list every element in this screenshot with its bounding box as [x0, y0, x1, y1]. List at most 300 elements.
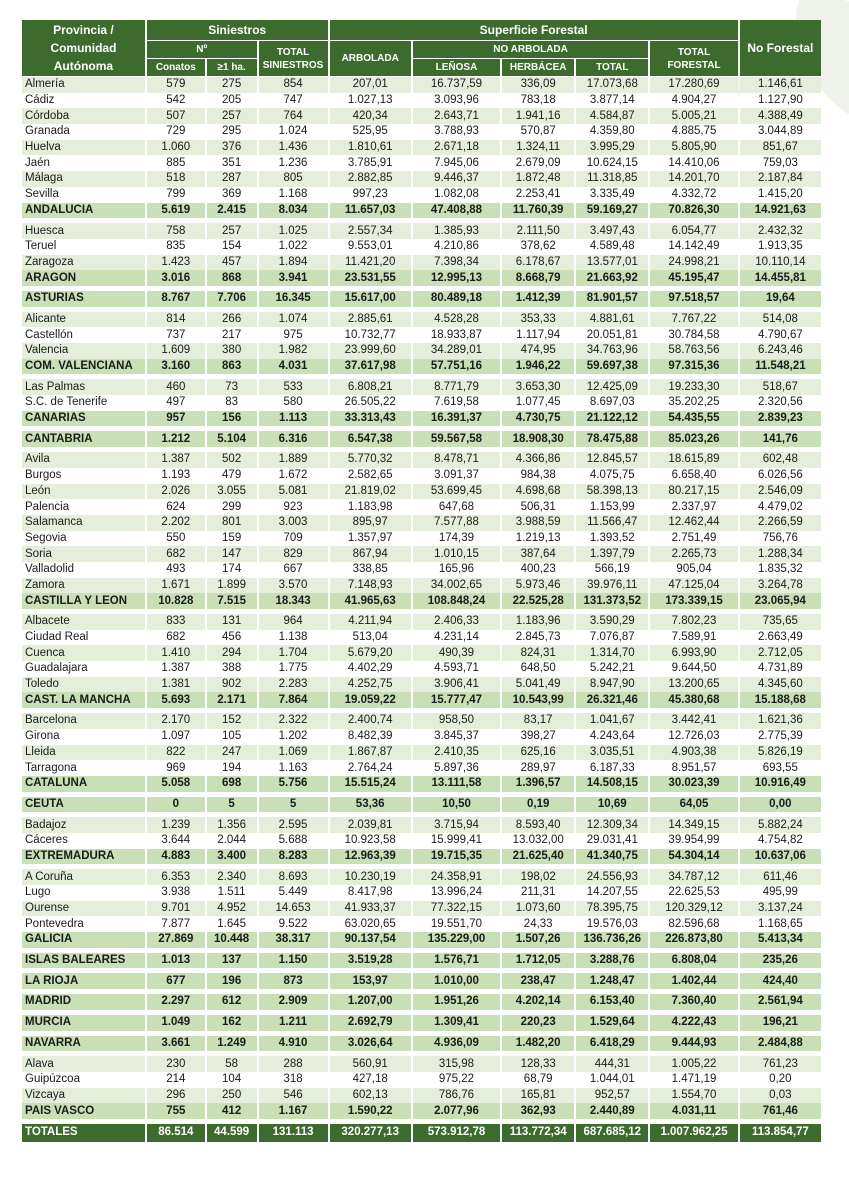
cell-total-siniestros: 5.449	[259, 885, 328, 901]
cell-ge1ha: 1.249	[207, 1036, 257, 1052]
cell-name: Málaga	[22, 171, 145, 187]
cell-total-forestal: 4.222,43	[650, 1015, 737, 1031]
cell-herbacea: 1.183,96	[502, 614, 574, 630]
cell-total-siniestros: 533	[259, 379, 328, 395]
cell-name: A Coruña	[22, 869, 145, 885]
cell-herbacea: 211,31	[502, 885, 574, 901]
cell-total-forestal: 47.125,04	[650, 578, 737, 594]
cell-total-forestal: 6.808,04	[650, 953, 737, 969]
cell-ge1ha: 1.511	[207, 885, 257, 901]
cell-total-forestal: 45.195,47	[650, 270, 737, 286]
cell-total-siniestros: 16.345	[259, 291, 328, 307]
cell-herbacea: 238,47	[502, 973, 574, 989]
cell-lenosa: 2.077,96	[413, 1103, 500, 1119]
cell-total-no-arbolada: 13.577,01	[576, 255, 648, 271]
cell-lenosa: 19.715,35	[413, 849, 500, 865]
cell-conatos: 1.381	[147, 677, 205, 693]
cell-total-no-arbolada: 1.153,99	[576, 499, 648, 515]
table-row	[22, 760, 821, 776]
cell-total-forestal: 12.726,03	[650, 729, 737, 745]
cell-conatos: 86.514	[147, 1124, 205, 1142]
cell-total-no-arbolada: 131.373,52	[576, 593, 648, 609]
cell-conatos: 957	[147, 411, 205, 427]
cell-total-no-arbolada: 39.976,11	[576, 578, 648, 594]
cell-total-forestal: 24.998,21	[650, 255, 737, 271]
cell-name: Pontevedra	[22, 916, 145, 932]
cell-conatos: 682	[147, 630, 205, 646]
cell-total-forestal: 80.217,15	[650, 484, 737, 500]
cell-name: EXTREMADURA	[22, 849, 145, 865]
cell-no-forestal: 2.712,05	[740, 645, 821, 661]
cell-herbacea: 1.941,16	[502, 108, 574, 124]
cell-total-forestal: 1.007.962,25	[650, 1124, 737, 1142]
cell-total-no-arbolada: 20.051,81	[576, 327, 648, 343]
cell-no-forestal: 602,48	[740, 452, 821, 468]
cell-name: Valencia	[22, 343, 145, 359]
cell-conatos: 3.661	[147, 1036, 205, 1052]
cell-herbacea: 3.653,30	[502, 379, 574, 395]
cell-total-forestal: 58.763,56	[650, 343, 737, 359]
cell-arbolada: 5.679,20	[330, 645, 411, 661]
table-row	[22, 93, 821, 109]
cell-name: Badajoz	[22, 817, 145, 833]
cell-arbolada: 895,97	[330, 515, 411, 531]
table-row	[22, 223, 821, 239]
cell-total-forestal: 64,05	[650, 797, 737, 813]
cell-no-forestal: 495,99	[740, 885, 821, 901]
cell-total-no-arbolada: 1.248,47	[576, 973, 648, 989]
cell-herbacea: 83,17	[502, 713, 574, 729]
cell-conatos: 3.938	[147, 885, 205, 901]
cell-no-forestal: 113.854,77	[740, 1124, 821, 1142]
cell-herbacea: 1.073,60	[502, 901, 574, 917]
cell-arbolada: 420,34	[330, 108, 411, 124]
community-total-row	[22, 849, 821, 865]
cell-arbolada: 320.277,13	[330, 1124, 411, 1142]
cell-ge1ha: 1.899	[207, 578, 257, 594]
cell-arbolada: 2.764,24	[330, 760, 411, 776]
cell-total-no-arbolada: 7.076,87	[576, 630, 648, 646]
cell-herbacea: 68,79	[502, 1072, 574, 1088]
cell-conatos: 5.058	[147, 776, 205, 792]
cell-conatos: 3.160	[147, 359, 205, 375]
cell-ge1ha: 299	[207, 499, 257, 515]
cell-name: LA RIOJA	[22, 973, 145, 989]
cell-lenosa: 958,50	[413, 713, 500, 729]
grand-total-row	[22, 1124, 821, 1142]
cell-no-forestal: 4.479,02	[740, 499, 821, 515]
cell-total-siniestros: 964	[259, 614, 328, 630]
cell-total-no-arbolada: 11.318,85	[576, 171, 648, 187]
header-total-siniestros: TOTAL SINIESTROS	[259, 41, 328, 77]
cell-ge1ha: 257	[207, 108, 257, 124]
cell-no-forestal: 10.637,06	[740, 849, 821, 865]
table-row	[22, 312, 821, 328]
cell-lenosa: 3.093,96	[413, 93, 500, 109]
cell-no-forestal: 2.266,59	[740, 515, 821, 531]
cell-no-forestal: 235,26	[740, 953, 821, 969]
cell-lenosa: 4.210,86	[413, 239, 500, 255]
community-total-row	[22, 593, 821, 609]
cell-total-forestal: 14.349,15	[650, 817, 737, 833]
cell-total-siniestros: 580	[259, 395, 328, 411]
cell-herbacea: 1.712,05	[502, 953, 574, 969]
cell-name: CATALUNA	[22, 776, 145, 792]
community-total-row	[22, 411, 821, 427]
cell-herbacea: 353,33	[502, 312, 574, 328]
cell-arbolada: 12.963,39	[330, 849, 411, 865]
cell-total-no-arbolada: 29.031,41	[576, 833, 648, 849]
cell-lenosa: 7.577,88	[413, 515, 500, 531]
table-row	[22, 239, 821, 255]
cell-conatos: 755	[147, 1103, 205, 1119]
cell-total-forestal: 6.054,77	[650, 223, 737, 239]
cell-total-siniestros: 1.889	[259, 452, 328, 468]
cell-no-forestal: 735,65	[740, 614, 821, 630]
cell-total-forestal: 7.767,22	[650, 312, 737, 328]
cell-name: Soria	[22, 546, 145, 562]
cell-total-no-arbolada: 136.736,26	[576, 932, 648, 948]
cell-total-siniestros: 1.202	[259, 729, 328, 745]
table-row	[22, 395, 821, 411]
cell-arbolada: 23.531,55	[330, 270, 411, 286]
cell-conatos: 677	[147, 973, 205, 989]
table-row	[22, 468, 821, 484]
cell-total-no-arbolada: 10.624,15	[576, 155, 648, 171]
cell-conatos: 460	[147, 379, 205, 395]
cell-herbacea: 387,64	[502, 546, 574, 562]
cell-lenosa: 13.996,24	[413, 885, 500, 901]
cell-total-siniestros: 1.704	[259, 645, 328, 661]
cell-ge1ha: 868	[207, 270, 257, 286]
cell-ge1ha: 2.340	[207, 869, 257, 885]
cell-name: Cáceres	[22, 833, 145, 849]
cell-conatos: 1.423	[147, 255, 205, 271]
cell-total-forestal: 6.993,90	[650, 645, 737, 661]
cell-herbacea: 506,31	[502, 499, 574, 515]
cell-herbacea: 113.772,34	[502, 1124, 574, 1142]
cell-herbacea: 18.908,30	[502, 431, 574, 447]
cell-herbacea: 648,50	[502, 661, 574, 677]
cell-conatos: 0	[147, 797, 205, 813]
cell-name: Avila	[22, 452, 145, 468]
cell-no-forestal: 10.916,49	[740, 776, 821, 792]
cell-total-siniestros: 1.236	[259, 155, 328, 171]
cell-conatos: 493	[147, 562, 205, 578]
table-header	[22, 20, 821, 77]
table-row	[22, 452, 821, 468]
cell-name: León	[22, 484, 145, 500]
cell-name: ISLAS BALEARES	[22, 953, 145, 969]
cell-name: ARAGON	[22, 270, 145, 286]
cell-lenosa: 165,96	[413, 562, 500, 578]
table-row	[22, 484, 821, 500]
cell-arbolada: 10.923,58	[330, 833, 411, 849]
cell-arbolada: 560,91	[330, 1056, 411, 1072]
cell-conatos: 2.170	[147, 713, 205, 729]
cell-total-siniestros: 1.775	[259, 661, 328, 677]
cell-ge1ha: 275	[207, 77, 257, 93]
cell-no-forestal: 4.790,67	[740, 327, 821, 343]
cell-ge1ha: 698	[207, 776, 257, 792]
cell-no-forestal: 1.168,65	[740, 916, 821, 932]
table-row	[22, 817, 821, 833]
cell-arbolada: 15.515,24	[330, 776, 411, 792]
cell-name: Tarragona	[22, 760, 145, 776]
cell-total-siniestros: 131.113	[259, 1124, 328, 1142]
table-row	[22, 885, 821, 901]
cell-ge1ha: 4.952	[207, 901, 257, 917]
cell-total-forestal: 5.805,90	[650, 140, 737, 156]
cell-total-no-arbolada: 21.663,92	[576, 270, 648, 286]
cell-name: Cuenca	[22, 645, 145, 661]
cell-ge1ha: 44.599	[207, 1124, 257, 1142]
community-total-row	[22, 797, 821, 813]
cell-no-forestal: 5.413,34	[740, 932, 821, 948]
cell-ge1ha: 162	[207, 1015, 257, 1031]
cell-total-forestal: 173.339,15	[650, 593, 737, 609]
cell-total-siniestros: 1.022	[259, 239, 328, 255]
cell-arbolada: 9.553,01	[330, 239, 411, 255]
table-row	[22, 645, 821, 661]
cell-arbolada: 63.020,65	[330, 916, 411, 932]
cell-herbacea: 2.111,50	[502, 223, 574, 239]
cell-conatos: 1.013	[147, 953, 205, 969]
cell-lenosa: 2.671,18	[413, 140, 500, 156]
cell-total-siniestros: 4.031	[259, 359, 328, 375]
cell-lenosa: 315,98	[413, 1056, 500, 1072]
cell-total-siniestros: 1.150	[259, 953, 328, 969]
cell-ge1ha: 3.055	[207, 484, 257, 500]
cell-name: GALICIA	[22, 932, 145, 948]
cell-ge1ha: 205	[207, 93, 257, 109]
cell-herbacea: 10.543,99	[502, 692, 574, 708]
cell-ge1ha: 902	[207, 677, 257, 693]
cell-ge1ha: 388	[207, 661, 257, 677]
cell-herbacea: 474,95	[502, 343, 574, 359]
cell-total-no-arbolada: 26.321,46	[576, 692, 648, 708]
cell-ge1ha: 351	[207, 155, 257, 171]
cell-herbacea: 4.730,75	[502, 411, 574, 427]
cell-total-no-arbolada: 11.566,47	[576, 515, 648, 531]
cell-name: Ourense	[22, 901, 145, 917]
cell-lenosa: 7.398,34	[413, 255, 500, 271]
cell-arbolada: 3.519,28	[330, 953, 411, 969]
cell-conatos: 758	[147, 223, 205, 239]
cell-no-forestal: 4.754,82	[740, 833, 821, 849]
cell-name: Teruel	[22, 239, 145, 255]
cell-herbacea: 4.698,68	[502, 484, 574, 500]
cell-ge1ha: 137	[207, 953, 257, 969]
cell-lenosa: 3.845,37	[413, 729, 500, 745]
cell-herbacea: 2.253,41	[502, 187, 574, 203]
cell-total-siniestros: 5.688	[259, 833, 328, 849]
cell-total-forestal: 97.315,36	[650, 359, 737, 375]
cell-lenosa: 16.391,37	[413, 411, 500, 427]
cell-total-forestal: 8.951,57	[650, 760, 737, 776]
community-total-row	[22, 270, 821, 286]
cell-total-forestal: 35.202,25	[650, 395, 737, 411]
cell-conatos: 497	[147, 395, 205, 411]
cell-arbolada: 602,13	[330, 1088, 411, 1104]
cell-name: Alava	[22, 1056, 145, 1072]
cell-no-forestal: 611,46	[740, 869, 821, 885]
cell-name: TOTALES	[22, 1124, 145, 1142]
cell-total-no-arbolada: 2.440,89	[576, 1103, 648, 1119]
cell-no-forestal: 0,20	[740, 1072, 821, 1088]
cell-total-forestal: 1.554,70	[650, 1088, 737, 1104]
cell-lenosa: 1.082,08	[413, 187, 500, 203]
cell-conatos: 1.671	[147, 578, 205, 594]
cell-arbolada: 997,23	[330, 187, 411, 203]
cell-name: Segovia	[22, 531, 145, 547]
cell-lenosa: 19.551,70	[413, 916, 500, 932]
cell-lenosa: 4.936,09	[413, 1036, 500, 1052]
cell-total-forestal: 6.658,40	[650, 468, 737, 484]
cell-name: Cádiz	[22, 93, 145, 109]
cell-no-forestal: 1.415,20	[740, 187, 821, 203]
cell-total-forestal: 54.304,14	[650, 849, 737, 865]
cell-total-no-arbolada: 78.475,88	[576, 431, 648, 447]
cell-herbacea: 4.366,86	[502, 452, 574, 468]
cell-name: Sevilla	[22, 187, 145, 203]
cell-ge1ha: 2.044	[207, 833, 257, 849]
cell-ge1ha: 376	[207, 140, 257, 156]
table-row	[22, 77, 821, 93]
cell-lenosa: 7.619,58	[413, 395, 500, 411]
cell-arbolada: 15.617,00	[330, 291, 411, 307]
cell-no-forestal: 2.775,39	[740, 729, 821, 745]
cell-lenosa: 7.945,06	[413, 155, 500, 171]
cell-no-forestal: 23.065,94	[740, 593, 821, 609]
cell-total-siniestros: 667	[259, 562, 328, 578]
table-row	[22, 108, 821, 124]
cell-herbacea: 13.032,00	[502, 833, 574, 849]
table-row	[22, 901, 821, 917]
cell-total-no-arbolada: 12.309,34	[576, 817, 648, 833]
cell-arbolada: 2.400,74	[330, 713, 411, 729]
cell-name: Castellón	[22, 327, 145, 343]
cell-total-no-arbolada: 14.508,15	[576, 776, 648, 792]
cell-name: Las Palmas	[22, 379, 145, 395]
cell-ge1ha: 2.415	[207, 203, 257, 219]
cell-total-no-arbolada: 12.425,09	[576, 379, 648, 395]
cell-total-forestal: 2.751,49	[650, 531, 737, 547]
cell-name: COM. VALENCIANA	[22, 359, 145, 375]
cell-total-forestal: 30.023,39	[650, 776, 737, 792]
statistics-table	[20, 20, 823, 1142]
table-row	[22, 677, 821, 693]
cell-ge1ha: 217	[207, 327, 257, 343]
cell-conatos: 1.049	[147, 1015, 205, 1031]
header-conatos: Conatos	[147, 59, 205, 77]
cell-total-siniestros: 1.211	[259, 1015, 328, 1031]
cell-name: Vizcaya	[22, 1088, 145, 1104]
header-provincia: Provincia / Comunidad Autónoma	[22, 20, 145, 77]
cell-total-forestal: 54.435,55	[650, 411, 737, 427]
cell-arbolada: 41.933,37	[330, 901, 411, 917]
cell-conatos: 5.619	[147, 203, 205, 219]
cell-no-forestal: 15.188,68	[740, 692, 821, 708]
cell-total-forestal: 85.023,26	[650, 431, 737, 447]
cell-conatos: 1.193	[147, 468, 205, 484]
cell-arbolada: 8.417,98	[330, 885, 411, 901]
cell-conatos: 8.767	[147, 291, 205, 307]
cell-no-forestal: 2.561,94	[740, 994, 821, 1010]
cell-lenosa: 8.478,71	[413, 452, 500, 468]
cell-no-forestal: 6.243,46	[740, 343, 821, 359]
cell-arbolada: 8.482,39	[330, 729, 411, 745]
cell-no-forestal: 1.913,35	[740, 239, 821, 255]
cell-no-forestal: 10.110,14	[740, 255, 821, 271]
cell-arbolada: 1.183,98	[330, 499, 411, 515]
cell-total-no-arbolada: 3.497,43	[576, 223, 648, 239]
cell-total-siniestros: 8.693	[259, 869, 328, 885]
cell-total-siniestros: 1.163	[259, 760, 328, 776]
cell-lenosa: 8.771,79	[413, 379, 500, 395]
cell-herbacea: 1.872,48	[502, 171, 574, 187]
cell-total-forestal: 14.410,06	[650, 155, 737, 171]
cell-lenosa: 9.446,37	[413, 171, 500, 187]
cell-herbacea: 128,33	[502, 1056, 574, 1072]
cell-total-no-arbolada: 4.075,75	[576, 468, 648, 484]
cell-arbolada: 10.732,77	[330, 327, 411, 343]
cell-total-no-arbolada: 444,31	[576, 1056, 648, 1072]
cell-total-no-arbolada: 3.288,76	[576, 953, 648, 969]
cell-name: Barcelona	[22, 713, 145, 729]
cell-ge1ha: 502	[207, 452, 257, 468]
cell-conatos: 214	[147, 1072, 205, 1088]
cell-conatos: 579	[147, 77, 205, 93]
header-siniestros: Siniestros	[147, 20, 328, 41]
cell-ge1ha: 801	[207, 515, 257, 531]
cell-ge1ha: 196	[207, 973, 257, 989]
cell-total-no-arbolada: 3.995,29	[576, 140, 648, 156]
cell-conatos: 2.026	[147, 484, 205, 500]
cell-total-no-arbolada: 59.169,27	[576, 203, 648, 219]
table-row	[22, 546, 821, 562]
cell-total-siniestros: 923	[259, 499, 328, 515]
cell-total-forestal: 1.005,22	[650, 1056, 737, 1072]
cell-no-forestal: 6.026,56	[740, 468, 821, 484]
cell-arbolada: 2.885,61	[330, 312, 411, 328]
cell-total-siniestros: 1.113	[259, 411, 328, 427]
table-row	[22, 614, 821, 630]
cell-lenosa: 15.999,41	[413, 833, 500, 849]
cell-total-no-arbolada: 34.763,96	[576, 343, 648, 359]
cell-total-forestal: 3.442,41	[650, 713, 737, 729]
cell-conatos: 835	[147, 239, 205, 255]
cell-total-siniestros: 3.941	[259, 270, 328, 286]
cell-lenosa: 3.788,93	[413, 124, 500, 140]
cell-herbacea: 570,87	[502, 124, 574, 140]
cell-herbacea: 1.077,45	[502, 395, 574, 411]
cell-arbolada: 10.230,19	[330, 869, 411, 885]
cell-total-forestal: 82.596,68	[650, 916, 737, 932]
cell-total-siniestros: 4.910	[259, 1036, 328, 1052]
table-row	[22, 171, 821, 187]
cell-arbolada: 33.313,43	[330, 411, 411, 427]
cell-conatos: 3.644	[147, 833, 205, 849]
cell-arbolada: 37.617,98	[330, 359, 411, 375]
cell-name: Ciudad Real	[22, 630, 145, 646]
cell-total-forestal: 45.380,68	[650, 692, 737, 708]
cell-ge1ha: 412	[207, 1103, 257, 1119]
cell-name: ANDALUCIA	[22, 203, 145, 219]
cell-herbacea: 1.412,39	[502, 291, 574, 307]
cell-name: Córdoba	[22, 108, 145, 124]
cell-herbacea: 8.668,79	[502, 270, 574, 286]
